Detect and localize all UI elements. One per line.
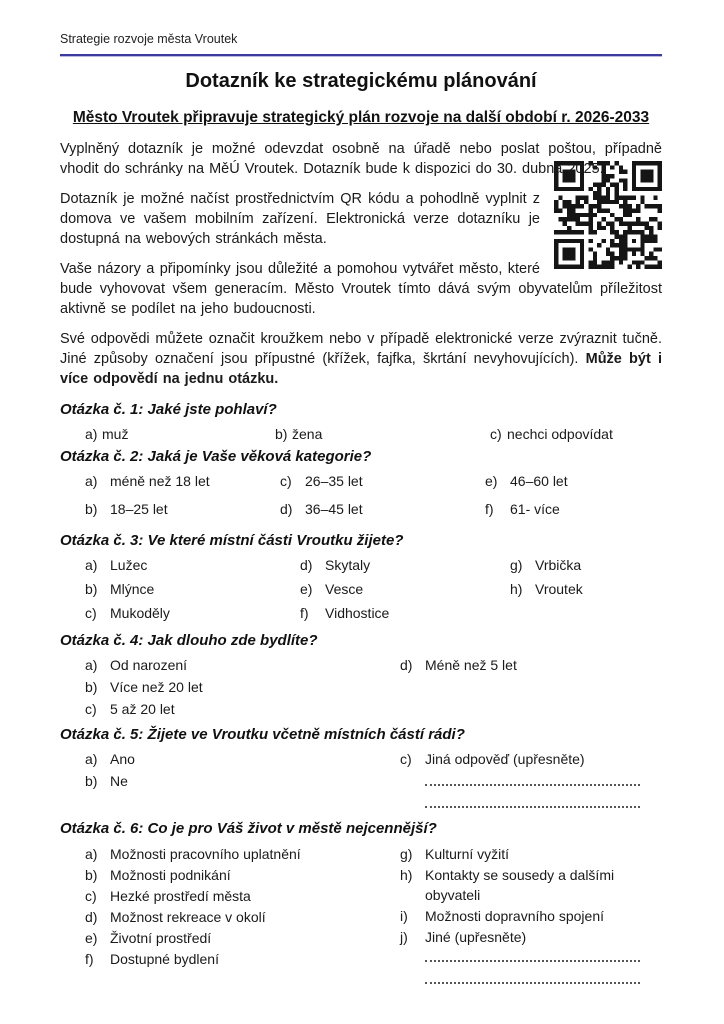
option-6f [85, 949, 400, 969]
option-6b [85, 865, 400, 885]
option-1a [85, 425, 275, 444]
option-letter: c) [85, 701, 97, 717]
option-letter: a) [85, 846, 98, 862]
option-letter: f) [485, 501, 494, 517]
option-3e [300, 580, 510, 599]
option-label: Skytaly [325, 557, 371, 573]
option-letter: b) [275, 426, 288, 442]
option-3a [85, 556, 300, 575]
options-column [400, 656, 662, 722]
option-6g [400, 844, 662, 864]
subtitle: Město Vroutek připravuje strategický plán rozvoje na další období r. 2026-2033 [72, 109, 650, 126]
option-label: 5 až 20 let [110, 701, 175, 717]
option-label: Méně než 5 let [425, 657, 517, 673]
options-column [85, 556, 300, 628]
header-rule [60, 54, 662, 57]
option-label: Kulturní vyžití [425, 846, 510, 862]
option-label: Mukoděly [110, 605, 170, 621]
option-letter: h) [510, 581, 523, 597]
question-2-options [60, 472, 662, 528]
options-column [85, 656, 400, 722]
option-letter: d) [400, 657, 413, 673]
options-column [485, 472, 662, 528]
question-5-options [60, 750, 662, 816]
option-label: Více než 20 let [110, 679, 203, 695]
option-6c [85, 886, 400, 906]
option-letter: d) [280, 501, 293, 517]
option-3c [85, 604, 300, 623]
question-4-title: Otázka č. 4: Jak dlouho zde bydlíte? [60, 632, 318, 649]
option-3g [510, 556, 662, 575]
options-column [400, 844, 662, 992]
option-label: Životní prostředí [110, 930, 212, 946]
option-letter: c) [85, 888, 97, 904]
question-6-options [60, 844, 662, 992]
question-3-options [60, 556, 662, 628]
option-letter: c) [85, 605, 97, 621]
option-label: Mlýnce [110, 581, 155, 597]
option-2c [280, 472, 485, 491]
running-header [60, 32, 662, 57]
option-letter: c) [490, 426, 502, 442]
option-label: Možnosti dopravního spojení [425, 908, 604, 924]
paragraph-marking [60, 329, 662, 389]
option-label: muž [102, 426, 129, 442]
option-5b [85, 772, 400, 791]
marking-bold-text: Může být i více odpovědí na jednu otázku. [60, 351, 663, 387]
option-4c [85, 700, 400, 719]
paragraph-delivery: Vyplněný dotazník je možné odevzdat osobně na úřadě nebo poslat poštou, případně vhodit do schránky na MěÚ Vroutek. Dotazník bude k dispozici do 30. dubna 2025. [60, 141, 662, 177]
option-3f [300, 604, 510, 623]
options-column [85, 844, 400, 992]
option-label: Kontakty se sousedy a dalšími obyvateli [425, 867, 615, 903]
option-letter: a) [85, 751, 98, 767]
option-label: Dostupné bydlení [110, 951, 219, 967]
option-6a [85, 844, 400, 864]
option-letter: b) [85, 581, 98, 597]
question-5-title: Otázka č. 5: Žijete ve Vroutku včetně místních částí rádi? [60, 726, 465, 743]
options-column [400, 750, 662, 816]
question-3-title: Otázka č. 3: Ve které místní části Vroutku žijete? [60, 532, 404, 549]
option-label: 46–60 let [510, 473, 568, 489]
question-6 [60, 820, 662, 992]
option-letter: j) [400, 929, 408, 945]
option-label: žena [292, 426, 323, 442]
option-label: nechci odpovídat [507, 426, 613, 442]
paragraph-qr-info: Dotazník je možné načíst prostřednictvím QR kódu a pohodlně vyplnit z domova ve vašem mobilním zařízení. Elektronická verze dotazníku je dostupná na webových stránkách města. [60, 191, 540, 247]
option-5a [85, 750, 400, 769]
option-4a [85, 656, 400, 675]
option-letter: d) [85, 909, 98, 925]
option-label: Hezké prostředí města [110, 888, 251, 904]
option-label: 36–45 let [305, 501, 363, 517]
answer-line [425, 948, 640, 962]
option-letter: f) [85, 951, 94, 967]
option-1b [275, 425, 490, 444]
marking-text: Své odpovědi můžete označit kroužkem nebo v případě elektronické verze zvýraznit tučně. Jiné způsoby označení jsou přípustné (křížek, fajfka, škrtání nevyhovujících). [60, 331, 662, 367]
option-label: Lužec [110, 557, 148, 573]
options-column [510, 556, 662, 628]
question-4-options [60, 656, 662, 722]
options-column [300, 556, 510, 628]
option-label: Možnosti podnikání [110, 867, 231, 883]
option-letter: b) [85, 501, 98, 517]
option-3h [510, 580, 662, 599]
option-label: Možnosti pracovního uplatnění [110, 846, 301, 862]
paragraph-opinions: Vaše názory a připomínky jsou důležité a pomohou vytvářet město, které bude vyhovovat všem generacím. Město Vroutek tímto dává svým obyvatelům příležitost aktivně se podílet na jeho budoucnosti. [60, 261, 662, 317]
option-letter: e) [85, 930, 98, 946]
questions-section [60, 401, 662, 992]
option-label: 61- více [510, 501, 560, 517]
option-letter: a) [85, 657, 98, 673]
option-letter: e) [485, 473, 498, 489]
option-letter: a) [85, 557, 98, 573]
option-letter: i) [400, 908, 408, 924]
option-letter: a) [85, 473, 98, 489]
page-title: Dotazník ke strategickému plánování [185, 70, 537, 92]
answer-line [425, 772, 640, 786]
option-letter: f) [300, 605, 309, 621]
option-2d [280, 500, 485, 519]
option-5c [400, 750, 662, 769]
option-label: méně než 18 let [110, 473, 210, 489]
option-label: Vesce [325, 581, 364, 597]
option-4b [85, 678, 400, 697]
option-label: Od narození [110, 657, 188, 673]
answer-line [425, 970, 640, 984]
option-letter: e) [300, 581, 313, 597]
option-label: Ne [110, 773, 128, 789]
running-header-text: Strategie rozvoje města Vroutek [60, 32, 238, 46]
option-label: Jiné (upřesněte) [425, 929, 527, 945]
question-1-options [60, 425, 662, 444]
option-6e [85, 928, 400, 948]
option-3d [300, 556, 510, 575]
option-label: Možnost rekreace v okolí [110, 909, 266, 925]
options-column [85, 472, 280, 528]
question-6-title: Otázka č. 6: Co je pro Váš život v městě nejcennější? [60, 820, 437, 837]
option-4d [400, 656, 662, 675]
answer-line [425, 794, 640, 808]
option-1c [490, 425, 662, 444]
question-1-title: Otázka č. 1: Jaké jste pohlaví? [60, 401, 277, 418]
question-3 [60, 532, 662, 628]
option-letter: d) [300, 557, 313, 573]
option-label: Vidhostice [325, 605, 390, 621]
option-letter: c) [280, 473, 292, 489]
option-2a [85, 472, 280, 491]
question-2 [60, 448, 662, 528]
question-4 [60, 632, 662, 722]
option-label: Ano [110, 751, 135, 767]
option-letter: h) [400, 867, 413, 883]
option-2f [485, 500, 662, 519]
option-letter: g) [400, 846, 413, 862]
option-6j [400, 927, 662, 947]
question-5 [60, 726, 662, 816]
option-3b [85, 580, 300, 599]
options-column [85, 750, 400, 816]
option-letter: b) [85, 773, 98, 789]
option-letter: c) [400, 751, 412, 767]
option-letter: b) [85, 867, 98, 883]
option-label: 26–35 let [305, 473, 363, 489]
option-6d [85, 907, 400, 927]
option-6h [400, 865, 662, 905]
option-2e [485, 472, 662, 491]
intro-section [60, 139, 662, 389]
question-1 [60, 401, 662, 444]
option-letter: a) [85, 426, 98, 442]
option-label: Vroutek [535, 581, 583, 597]
question-2-title: Otázka č. 2: Jaká je Vaše věková kategorie? [60, 448, 372, 465]
option-2b [85, 500, 280, 519]
option-letter: g) [510, 557, 523, 573]
options-column [280, 472, 485, 528]
option-label: 18–25 let [110, 501, 168, 517]
option-label: Vrbička [535, 557, 582, 573]
option-label: Jiná odpověď (upřesněte) [425, 751, 585, 767]
option-letter: b) [85, 679, 98, 695]
option-6i [400, 906, 662, 926]
